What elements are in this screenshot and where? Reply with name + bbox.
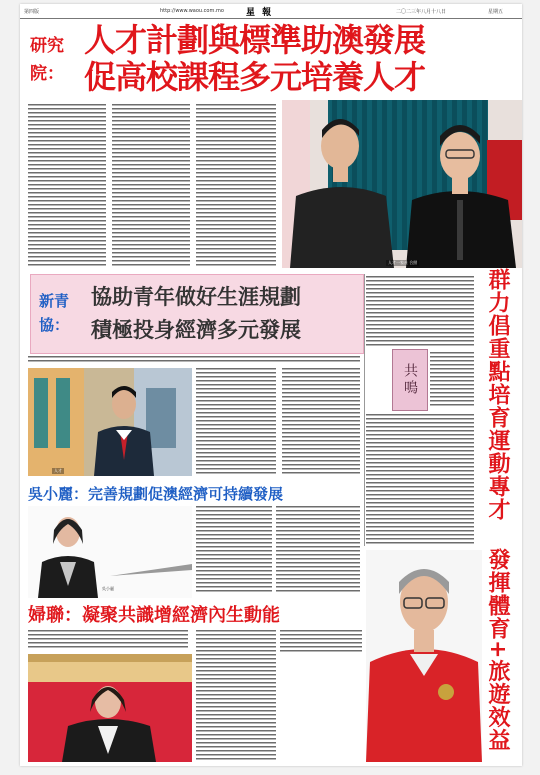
headline-sports-part1: 群力倡重點培育運動專才: [485, 268, 510, 521]
column-box-title: 共鳴: [392, 349, 428, 411]
headline-youth-line1: 協助青年做好生涯規劃: [91, 285, 301, 309]
youth-text-col1: [196, 368, 276, 474]
headline-main: [84, 22, 425, 96]
women-text-col2: [280, 630, 362, 652]
ng-text-col2: [276, 506, 360, 594]
headline-ng: 吳小麗：完善規劃促澳經濟可持續發展: [28, 485, 284, 503]
photo-youth: [28, 368, 192, 476]
photo-top: [282, 100, 522, 268]
headline-youth-box: [30, 274, 364, 354]
photo-ng: [28, 506, 192, 598]
headline-youth-prefix-line2: 協：: [39, 316, 70, 334]
column-text-body: [366, 414, 474, 546]
headline-youth-prefix-line1: 新青: [39, 292, 70, 310]
headline-main-prefix-line1: 研究: [30, 36, 64, 56]
headline-main-line2: 促高校課程多元培養人才: [84, 58, 426, 96]
youth-text-col2: [282, 368, 360, 474]
women-text-lead: [28, 630, 188, 650]
issue-weekday: 星期五: [488, 9, 504, 15]
women-text-col1: [196, 630, 276, 760]
headline-youth: [91, 281, 301, 347]
issue-date: 二〇二三年八月十八日: [396, 9, 447, 15]
column-text-top: [366, 276, 474, 346]
page-label: 第四版: [24, 9, 40, 15]
column-text-intro: [430, 352, 474, 406]
headline-youth-line2: 積極投身經濟多元發展: [91, 318, 301, 342]
photo-sports: [366, 550, 482, 762]
page-header: [20, 4, 522, 19]
youth-text-lead: [28, 356, 360, 364]
headline-youth-prefix: [39, 289, 79, 337]
photo-ng-caption: 吳小麗: [102, 586, 114, 591]
headline-main-prefix-line2: 院：: [30, 64, 64, 84]
headline-women: 婦聯：凝聚共識增經濟內生動能: [28, 605, 280, 626]
article-text-col2: [112, 104, 190, 266]
photo-top-caption: 人才一家社 合照: [388, 260, 418, 265]
headline-sports-part2: 發揮體育+旅遊效益: [485, 548, 510, 752]
masthead: 星 報: [246, 8, 274, 18]
site-url: http://www.waou.com.mo: [160, 8, 224, 14]
photo-women: [28, 654, 192, 762]
ng-text-col1: [196, 506, 272, 594]
article-text-col3: [196, 104, 276, 266]
article-text-col1: [28, 104, 106, 266]
newspaper-page: [20, 4, 522, 766]
column-rule: [364, 274, 365, 546]
headline-main-prefix: [30, 32, 82, 88]
headline-main-line1: 人才計劃與標準助澳發展: [84, 21, 426, 59]
photo-youth-caption: 人才: [54, 468, 62, 473]
